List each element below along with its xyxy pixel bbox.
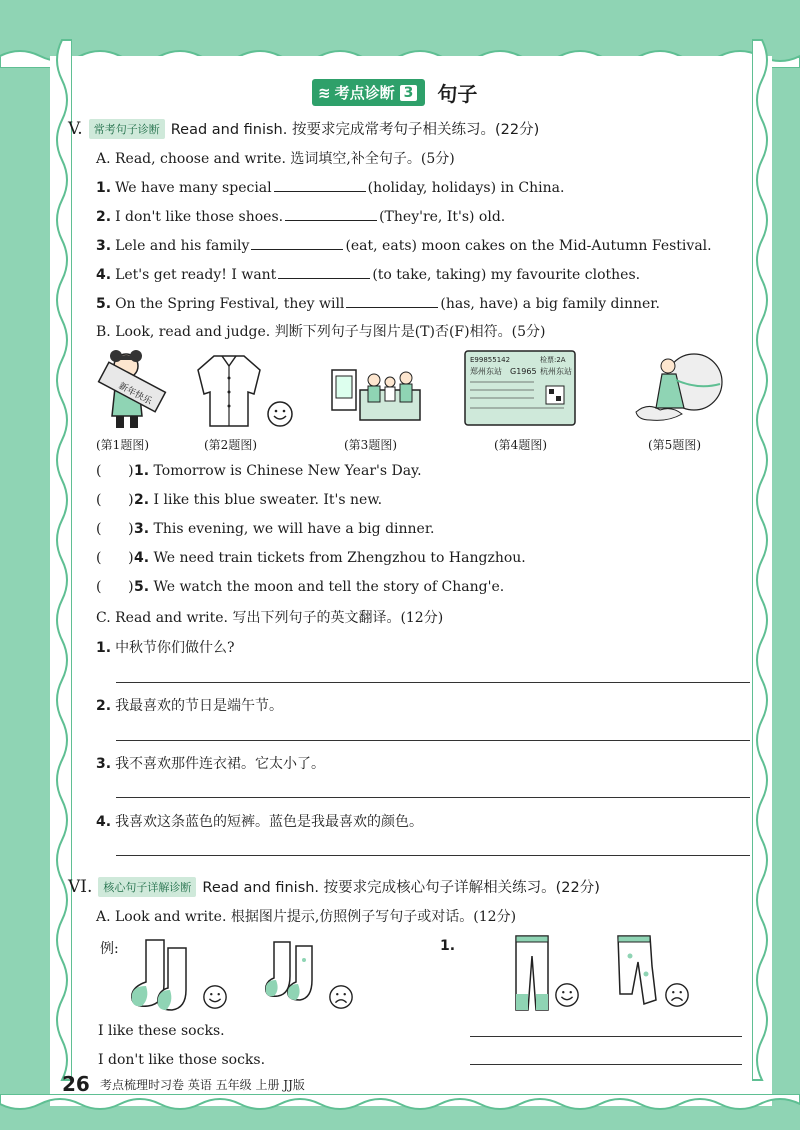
item-number: 1. — [96, 180, 112, 196]
caption-1: (第1题图) — [96, 438, 149, 452]
part-a-heading: A. Read, choose and write. 选词填空,补全句子。(5分) — [96, 151, 455, 167]
fill-item-1 — [96, 177, 564, 196]
example-line-1: I like these socks. — [98, 1023, 225, 1039]
page-title — [312, 78, 477, 107]
svg-text:新年快乐: 新年快乐 — [116, 381, 154, 408]
item-number: 2. — [96, 209, 112, 225]
item-text-before: On the Spring Festival, they will — [115, 296, 345, 312]
item-number: 3. — [96, 756, 112, 772]
item-number: 4. — [134, 550, 150, 566]
answer-blank[interactable] — [346, 293, 438, 308]
item-text: This evening, we will have a big dinner. — [153, 521, 435, 537]
item-text-after: (holiday, holidays) in China. — [367, 180, 565, 196]
item-text: Tomorrow is Chinese New Year's Day. — [153, 463, 422, 479]
section-5-header — [68, 118, 539, 139]
section-6-tag: 核心句子详解诊断 — [98, 877, 196, 897]
translate-item-1 — [96, 637, 235, 657]
item-number: 3. — [134, 521, 150, 537]
answer-line-q1-b[interactable] — [470, 1064, 742, 1065]
ticket-to: 杭州东站 — [540, 367, 572, 376]
caption-4: (第4题图) — [494, 438, 547, 452]
answer-blank[interactable] — [285, 206, 377, 221]
item-number: 2. — [134, 492, 150, 508]
example-label: 例: — [100, 941, 119, 957]
item-number: 4. — [96, 814, 112, 830]
translate-item-4 — [96, 811, 423, 831]
answer-blank[interactable] — [251, 235, 343, 250]
smiley-face-icon — [266, 400, 294, 428]
fill-item-4 — [96, 264, 640, 283]
item-number: 5. — [134, 579, 150, 595]
translate-item-3 — [96, 753, 325, 773]
trousers-like-image — [514, 934, 550, 1014]
item-text: 我喜欢这条蓝色的短裤。蓝色是我最喜欢的颜色。 — [115, 814, 424, 830]
item-text: 我最喜欢的节日是端午节。 — [115, 698, 284, 714]
sad-face-icon — [664, 982, 690, 1008]
item-text-after: (eat, eats) moon cakes on the Mid-Autumn Festival. — [345, 238, 712, 254]
item-text-after: (has, have) a big family dinner. — [440, 296, 660, 312]
ticket-train: G1965 — [510, 367, 537, 376]
caption-2: (第2题图) — [204, 438, 257, 452]
item-text: We need train tickets from Zhengzhou to Hangzhou. — [153, 550, 526, 566]
judge-item-1 — [96, 463, 422, 479]
answer-line-4[interactable] — [116, 855, 750, 856]
trousers-dislike-image — [610, 934, 660, 1006]
smiley-face-icon — [202, 984, 228, 1010]
item-number: 3. — [96, 238, 112, 254]
train-ticket-image — [464, 350, 576, 426]
caption-5: (第5题图) — [648, 438, 701, 452]
page-number: 26 — [62, 1072, 90, 1096]
answer-paren[interactable]: ( ) — [96, 463, 134, 479]
item-number: 1. — [134, 463, 150, 479]
title-badge — [312, 79, 425, 106]
answer-paren[interactable]: ( ) — [96, 492, 134, 508]
badge-number: 3 — [400, 85, 418, 101]
title-text: 句子 — [437, 82, 478, 106]
footer-text: 考点梳理时习卷 英语 五年级 上册 JJ版 — [100, 1078, 305, 1092]
socks-example-like-image — [126, 938, 196, 1014]
judge-item-4 — [96, 550, 526, 566]
item-number: 2. — [96, 698, 112, 714]
question-1-label: 1. — [440, 938, 456, 954]
badge-label: 考点诊断 — [334, 84, 395, 102]
item-text: I like this blue sweater. It's new. — [153, 492, 383, 508]
translate-item-2 — [96, 695, 283, 715]
part-b-heading: B. Look, read and judge. 判断下列句子与图片是(T)否(F)相符。(5分) — [96, 324, 546, 340]
fill-item-5 — [96, 293, 660, 312]
answer-paren[interactable]: ( ) — [96, 521, 134, 537]
item-text: 我不喜欢那件连衣裙。它太小了。 — [115, 756, 326, 772]
fill-item-3 — [96, 235, 712, 254]
girl-scroll-image — [96, 346, 172, 432]
item-text-before: We have many special — [115, 180, 272, 196]
answer-line-1[interactable] — [116, 682, 750, 683]
example-line-2: I don't like those socks. — [98, 1052, 266, 1068]
judge-item-5 — [96, 579, 504, 595]
answer-line-2[interactable] — [116, 740, 750, 741]
item-number: 5. — [96, 296, 112, 312]
item-text-after: (to take, taking) my favourite clothes. — [372, 267, 641, 283]
section-5-tag: 常考句子诊断 — [89, 119, 165, 139]
section-6-header — [68, 876, 600, 897]
fill-item-2 — [96, 206, 505, 225]
section-5-instruction: Read and finish. 按要求完成常考句子相关练习。(22分) — [170, 122, 540, 138]
sad-face-icon — [328, 984, 354, 1010]
section-5-numeral: V. — [68, 118, 83, 139]
section-6-part-a-heading: A. Look and write. 根据图片提示,仿照例子写句子或对话。(12分) — [96, 909, 517, 925]
ticket-from: 郑州东站 — [470, 367, 502, 376]
item-text: 中秋节你们做什么? — [115, 640, 235, 656]
item-number: 4. — [96, 267, 112, 283]
item-text-before: Lele and his family — [115, 238, 250, 254]
item-text-before: I don't like those shoes. — [115, 209, 284, 225]
section-6-numeral: VI. — [68, 876, 93, 897]
item-number: 1. — [96, 640, 112, 656]
item-text-before: Let's get ready! I want — [115, 267, 277, 283]
item-text: We watch the moon and tell the story of Chang'e. — [153, 579, 505, 595]
change-moon-image — [628, 350, 732, 430]
section-6-instruction: Read and finish. 按要求完成核心句子详解相关练习。(22分) — [202, 880, 600, 896]
answer-line-3[interactable] — [116, 797, 750, 798]
judge-item-3 — [96, 521, 434, 537]
part-c-heading: C. Read and write. 写出下列句子的英文翻译。(12分) — [96, 610, 444, 626]
ticket-window: 检票:2A — [540, 356, 566, 364]
answer-line-q1-a[interactable] — [470, 1036, 742, 1037]
ticket-code: E99855142 — [470, 356, 511, 364]
sweater-image — [196, 352, 262, 430]
item-text-after: (They're, It's) old. — [379, 209, 506, 225]
answer-blank[interactable] — [278, 264, 370, 279]
answer-blank[interactable] — [274, 177, 366, 192]
socks-example-dislike-image — [262, 938, 328, 1004]
answer-paren[interactable]: ( ) — [96, 579, 134, 595]
smiley-face-icon — [554, 982, 580, 1008]
judge-item-2 — [96, 492, 382, 508]
answer-paren[interactable]: ( ) — [96, 550, 134, 566]
caption-3: (第3题图) — [344, 438, 397, 452]
family-watching-tv-image — [330, 350, 422, 430]
wave-icon: ≋ — [318, 83, 331, 102]
